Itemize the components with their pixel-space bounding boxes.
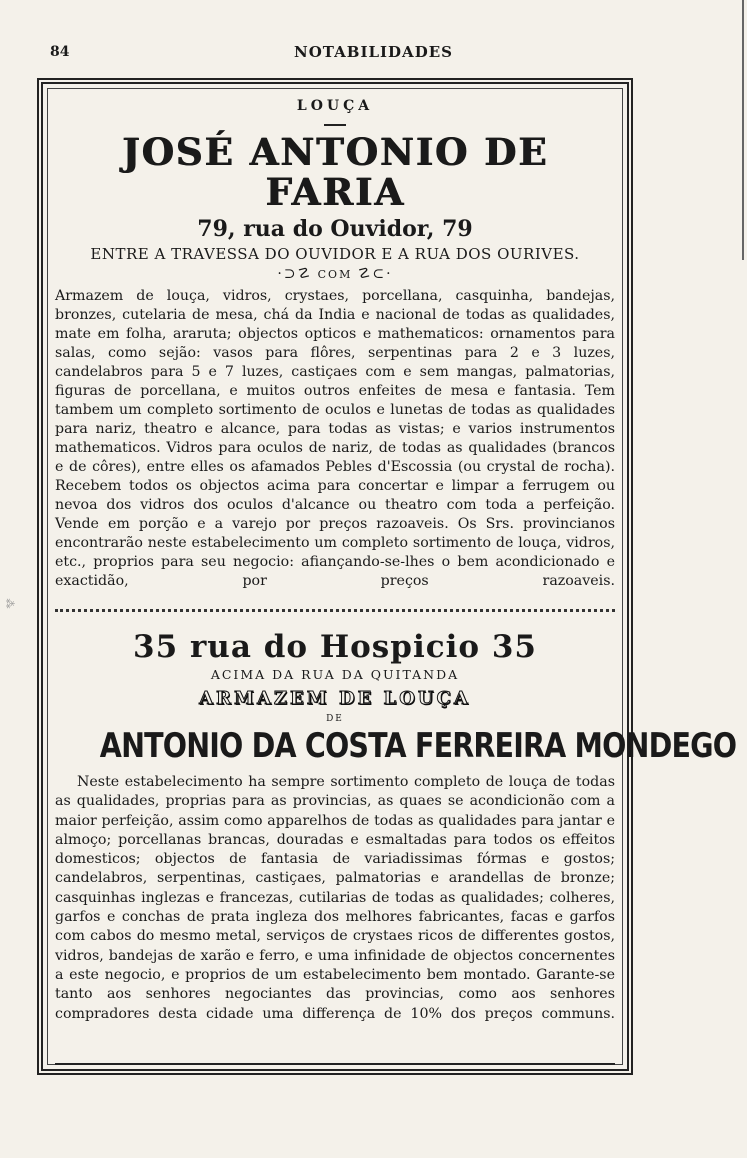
location-above: ACIMA DA RUA DA QUITANDA xyxy=(210,667,460,682)
address-ouvidor: 79, rua do Ouvidor, 79 xyxy=(197,216,473,242)
location-between: ENTRE A TRAVESSA DO OUVIDOR E A RUA DOS OURIVES. xyxy=(90,245,580,263)
margin-rule xyxy=(742,0,744,260)
advertisement-faria xyxy=(55,98,615,591)
advertisement-frame xyxy=(37,78,737,1075)
body-text-faria: Armazem de louça, vidros, crystaes, porcellana, casquinha, bandejas, bronzes, cutelaria de mesa, chá da India e nacional de todas as qualidades, mate em folha, araruta; objectos opticos e mathematicos: ornamentos para salas, como sejão: vasos para flôres, serpentinas para 2 e 3 luzes, candelabros para 5 e 7 luzes, castiçaes com e sem mangas, palmatorias, figuras de porcellana, e muitos outros enfeites de mesa e fantasia. Tem tambem um completo sortimento de oculos e lunetas de todas as qualidades para nariz, theatro e alcance, para todas as vistas; e varios instrumentos mathematicos. Vidros para oculos de nariz, de todas as qualidades (brancos e de côres), entre elles os afamados Pebles d'Escossia (ou crystal de rocha). Recebem todos os objectos acima para concertar e limpar a ferrugem ou nevoa dos vidros dos oculos d'alcance ou theatro com toda a perfeição. Vende em porção e a varejo por preços razoaveis. Os Srs. provincianos encontrarão neste estabelecimento um completo sortimento de louça, vidros, etc., proprios para seu negocio: afiançando-se-lhes o bem acondicionado e exactidão, por preços razoaveis. xyxy=(55,288,615,589)
ornament-right-icon: ☡⊂· xyxy=(357,266,393,282)
body-text-mondego-content: Neste estabelecimento ha sempre sortimento completo de louça de todas as qualidades, proprias para as provincias, as quaes se acondicionão com a maior perfeição, assim como apparelhos de todas as qualidades para jantar e almoço; porcellanas brancas, douradas e esmaltadas para todos os effeitos domesticos; objectos de fantasia de variadissimas fórmas e gostos; candelabros, serpentinas, castiçaes, palmatorias e arandellas de bronze; casquinhas inglezas e francezas, cutilarias de todas as qualidades; colheres, garfos e conchas de prata ingleza dos melhores fabricantes, facas e garfos com cabos do mesmo metal, serviços de crystaes ricos de differentes gostos, vidros, bandejas de xarão e ferro, e uma infinidade de objectos concernentes a este negocio, e proprios de um estabelecimento bem montado. Garante-se tanto aos senhores negociantes das provincias, como aos senhores compradores desta cidade uma differença de 10% dos preços communs. xyxy=(55,774,615,1022)
ornament-com: COM xyxy=(317,268,353,281)
shop-heading: ARMAZEM DE LOUÇA xyxy=(199,688,471,709)
section-divider xyxy=(55,609,615,618)
ornament-row xyxy=(55,266,615,283)
body-text-mondego xyxy=(55,773,615,1024)
merchant-name-mondego: ANTONIO DA COSTA FERREIRA MONDEGO xyxy=(99,726,737,766)
ornament-left-icon: ·⊃☡ xyxy=(277,266,313,282)
stray-mark: ⁂ xyxy=(3,598,15,609)
page-number: 84 xyxy=(50,44,70,60)
running-header: NOTABILIDADES xyxy=(294,43,453,61)
address-hospicio: 35 rua do Hospicio 35 xyxy=(133,629,537,665)
de-label: DE xyxy=(326,714,344,724)
category-heading: LOUÇA xyxy=(296,98,374,114)
advertisement-mondego xyxy=(55,629,737,1024)
merchant-name-faria: JOSÉ ANTONIO DE FARIA xyxy=(121,130,549,214)
bottom-border xyxy=(55,1059,615,1065)
short-rule xyxy=(324,124,346,126)
